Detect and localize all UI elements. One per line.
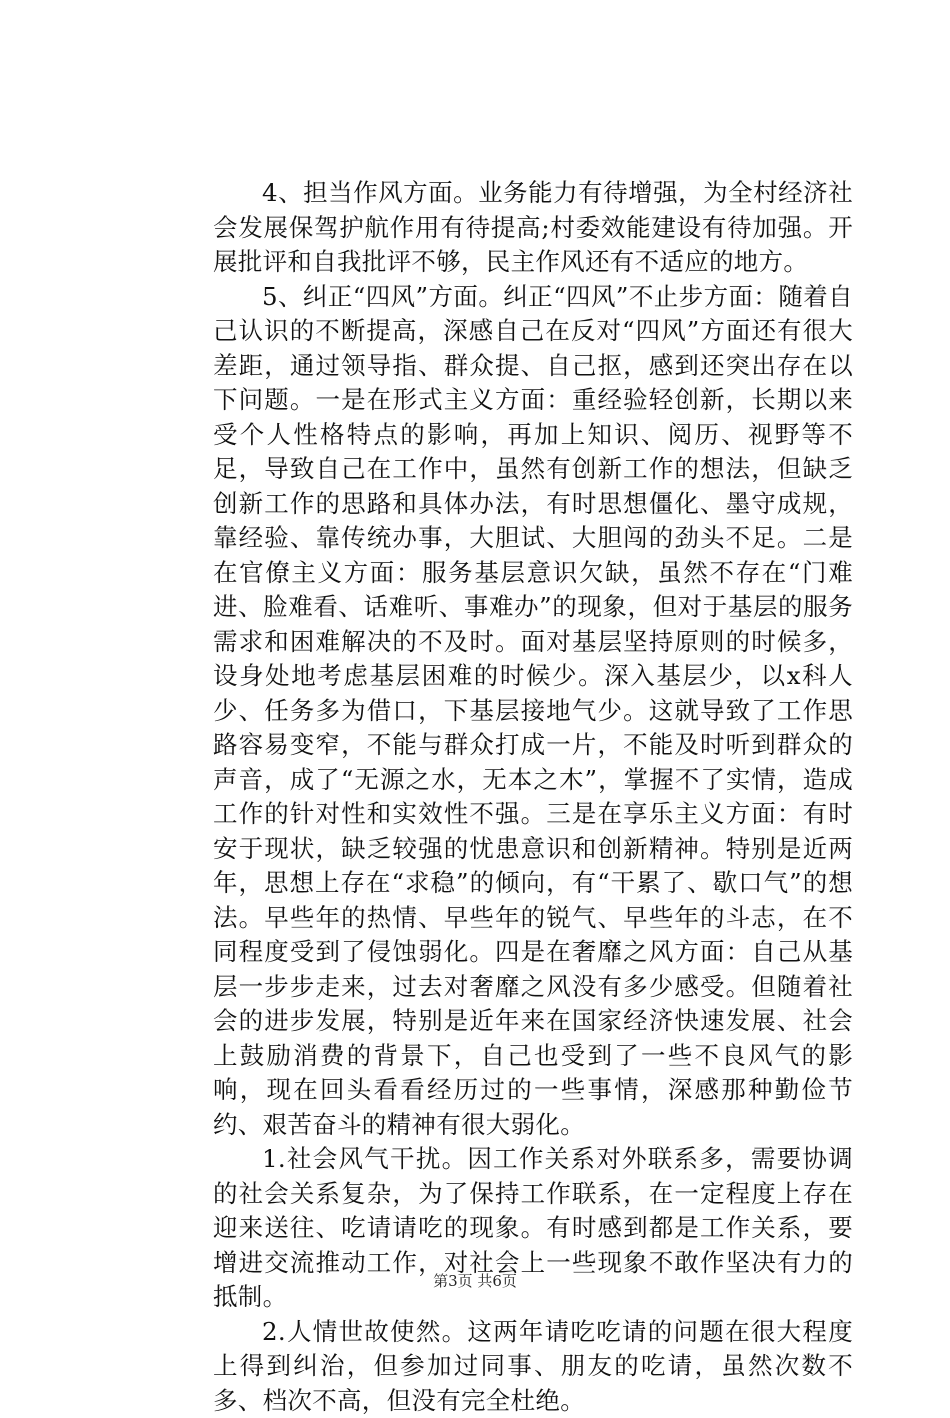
paragraph-social-atmosphere: 1.社会风气干扰。因工作关系对外联系多，需要协调的社会关系复杂，为了保持工作联系，在一定程度上存在迎来送往、吃请请吃的现象。有时感到都是工作关系，要增进交流推动工作，对社会上一些现象不敢作坚决有力的抵制。 bbox=[213, 1142, 853, 1315]
document-body bbox=[213, 176, 853, 1418]
page-number-footer: 第3页 共6页 bbox=[0, 1271, 950, 1291]
paragraph-duty-style: 4、担当作风方面。业务能力有待增强，为全村经济社会发展保驾护航作用有待提高;村委效能建设有待加强。开展批评和自我批评不够，民主作风还有不适应的地方。 bbox=[213, 176, 853, 280]
paragraph-human-relations: 2.人情世故使然。这两年请吃吃请的问题在很大程度上得到纠治，但参加过同事、朋友的吃请，虽然次数不多、档次不高，但没有完全杜绝。 bbox=[213, 1315, 853, 1418]
paragraph-four-winds: 5、纠正“四风”方面。纠正“四风”不止步方面：随着自己认识的不断提高，深感自己在反对“四风”方面还有很大差距，通过领导指、群众提、自己抠，感到还突出存在以下问题。一是在形式主义方面：重经验轻创新，长期以来受个人性格特点的影响，再加上知识、阅历、视野等不足，导致自己在工作中，虽然有创新工作的想法，但缺乏创新工作的思路和具体办法，有时思想僵化、墨守成规，靠经验、靠传统办事，大胆试、大胆闯的劲头不足。二是在官僚主义方面：服务基层意识欠缺，虽然不存在“门难进、脸难看、话难听、事难办”的现象，但对于基层的服务需求和困难解决的不及时。面对基层坚持原则的时候多，设身处地考虑基层困难的时候少。深入基层少，以x科人少、任务多为借口，下基层接地气少。这就导致了工作思路容易变窄，不能与群众打成一片，不能及时听到群众的声音，成了“无源之水，无本之木”，掌握不了实情，造成工作的针对性和实效性不强。三是在享乐主义方面：有时安于现状，缺乏较强的忧患意识和创新精神。特别是近两年，思想上存在“求稳”的倾向，有“干累了、歇口气”的想法。早些年的热情、早些年的锐气、早些年的斗志，在不同程度受到了侵蚀弱化。四是在奢靡之风方面：自己从基层一步步走来，过去对奢靡之风没有多少感受。但随着社会的进步发展，特别是近年来在国家经济快速发展、社会上鼓励消费的背景下，自己也受到了一些不良风气的影响，现在回头看看经历过的一些事情，深感那种勤俭节约、艰苦奋斗的精神有很大弱化。 bbox=[213, 280, 853, 1143]
